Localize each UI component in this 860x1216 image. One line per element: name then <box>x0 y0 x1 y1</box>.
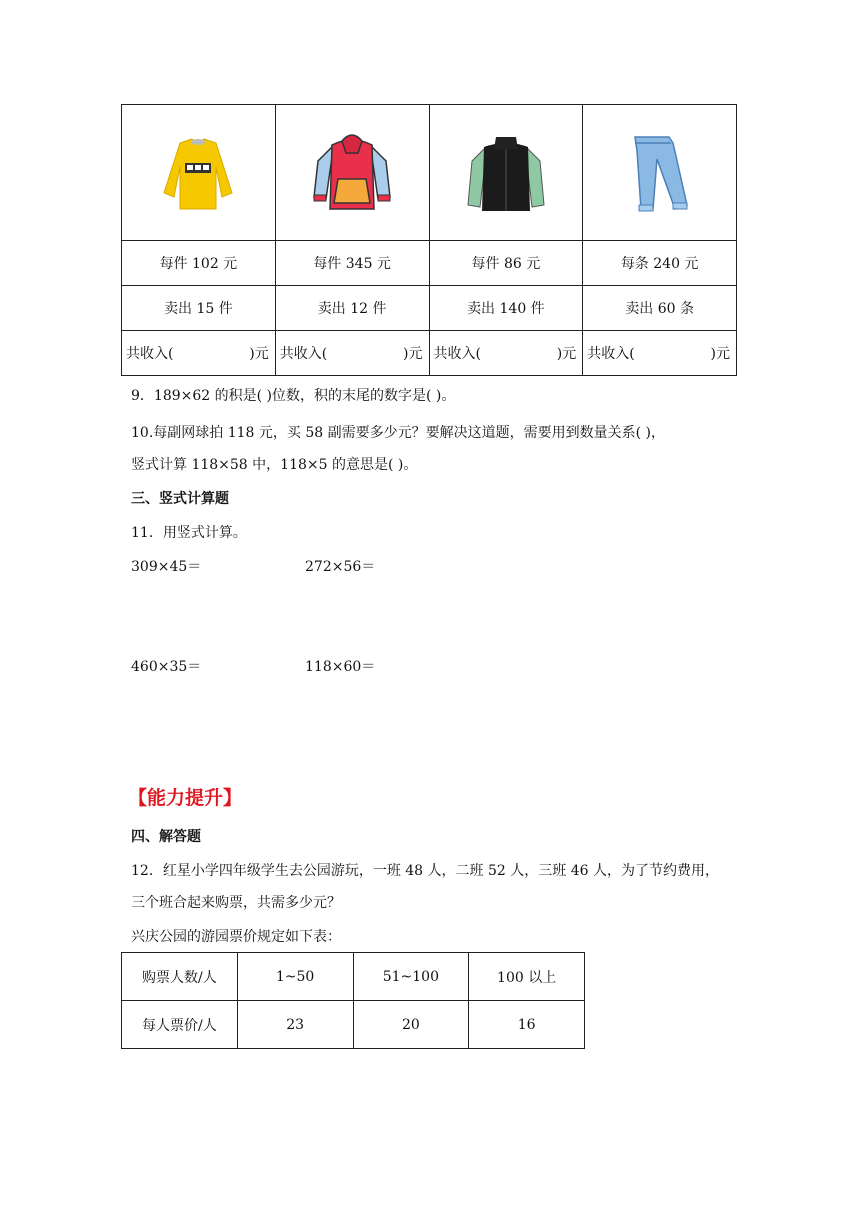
price-cell: 每条 240 元 <box>583 241 737 286</box>
price-header-cell: 购票人数/人 <box>122 953 238 1001</box>
income-label: 共收入( <box>279 346 328 362</box>
goods-image-cell <box>583 105 737 241</box>
income-cell[interactable] <box>275 331 429 376</box>
price-value-cell: 20 <box>353 1001 469 1049</box>
question-10-line1: 10.每副网球拍 118 元，买 58 副需要多少元？要解决这道题，需要用到数量关系( )， <box>131 425 665 441</box>
sold-cell: 卖出 140 件 <box>429 286 583 331</box>
goods-table <box>121 104 737 376</box>
question-9: 9．189×62 的积是( )位数，积的末尾的数字是( )。 <box>131 388 456 404</box>
income-suffix: )元 <box>249 346 269 362</box>
price-cell: 每件 86 元 <box>429 241 583 286</box>
ability-title: 【能力提升】 <box>128 787 243 809</box>
price-header-cell: 51~100 <box>353 953 469 1001</box>
goods-image-cell <box>429 105 583 241</box>
income-suffix: )元 <box>556 346 577 362</box>
calc-item: 460×35＝ <box>131 659 202 675</box>
price-value-cell: 23 <box>237 1001 353 1049</box>
price-cell: 每件 102 元 <box>122 241 276 286</box>
income-cell[interactable] <box>429 331 583 376</box>
income-suffix: )元 <box>403 346 423 362</box>
income-label: 共收入( <box>126 346 174 362</box>
question-11: 11．用竖式计算。 <box>131 525 247 541</box>
section-4-heading: 四、解答题 <box>131 829 201 845</box>
calc-item: 118×60＝ <box>305 659 376 675</box>
price-intro: 兴庆公园的游园票价规定如下表： <box>131 929 341 945</box>
income-label: 共收入( <box>433 346 481 362</box>
question-10-line2: 竖式计算 118×58 中，118×5 的意思是( )。 <box>131 457 418 473</box>
section-3-heading: 三、竖式计算题 <box>131 491 229 507</box>
question-12-line1: 12．红星小学四年级学生去公园游玩，一班 48 人，二班 52 人，三班 46 人，为了节约费用， <box>131 863 719 879</box>
price-header-cell: 100 以上 <box>469 953 585 1001</box>
sold-cell: 卖出 12 件 <box>275 286 429 331</box>
price-value-cell: 16 <box>469 1001 585 1049</box>
calc-item: 272×56＝ <box>305 559 376 575</box>
blue-jeans-icon <box>625 131 695 215</box>
calc-item: 309×45＝ <box>131 559 202 575</box>
question-12-line2: 三个班合起来购票，共需多少元？ <box>131 895 341 911</box>
income-cell[interactable] <box>583 331 737 376</box>
yellow-sweater-icon <box>158 133 238 213</box>
price-value-cell: 每人票价/人 <box>122 1001 238 1049</box>
sold-cell: 卖出 15 件 <box>122 286 276 331</box>
goods-image-cell <box>122 105 276 241</box>
income-suffix: )元 <box>710 346 730 362</box>
ticket-price-table <box>121 952 585 1049</box>
goods-image-cell <box>275 105 429 241</box>
price-cell: 每件 345 元 <box>275 241 429 286</box>
income-label: 共收入( <box>587 346 635 362</box>
red-hoodie-icon <box>310 131 394 215</box>
black-jacket-icon <box>466 131 546 215</box>
price-header-cell: 1~50 <box>237 953 353 1001</box>
sold-cell: 卖出 60 条 <box>583 286 737 331</box>
income-cell[interactable] <box>122 331 276 376</box>
